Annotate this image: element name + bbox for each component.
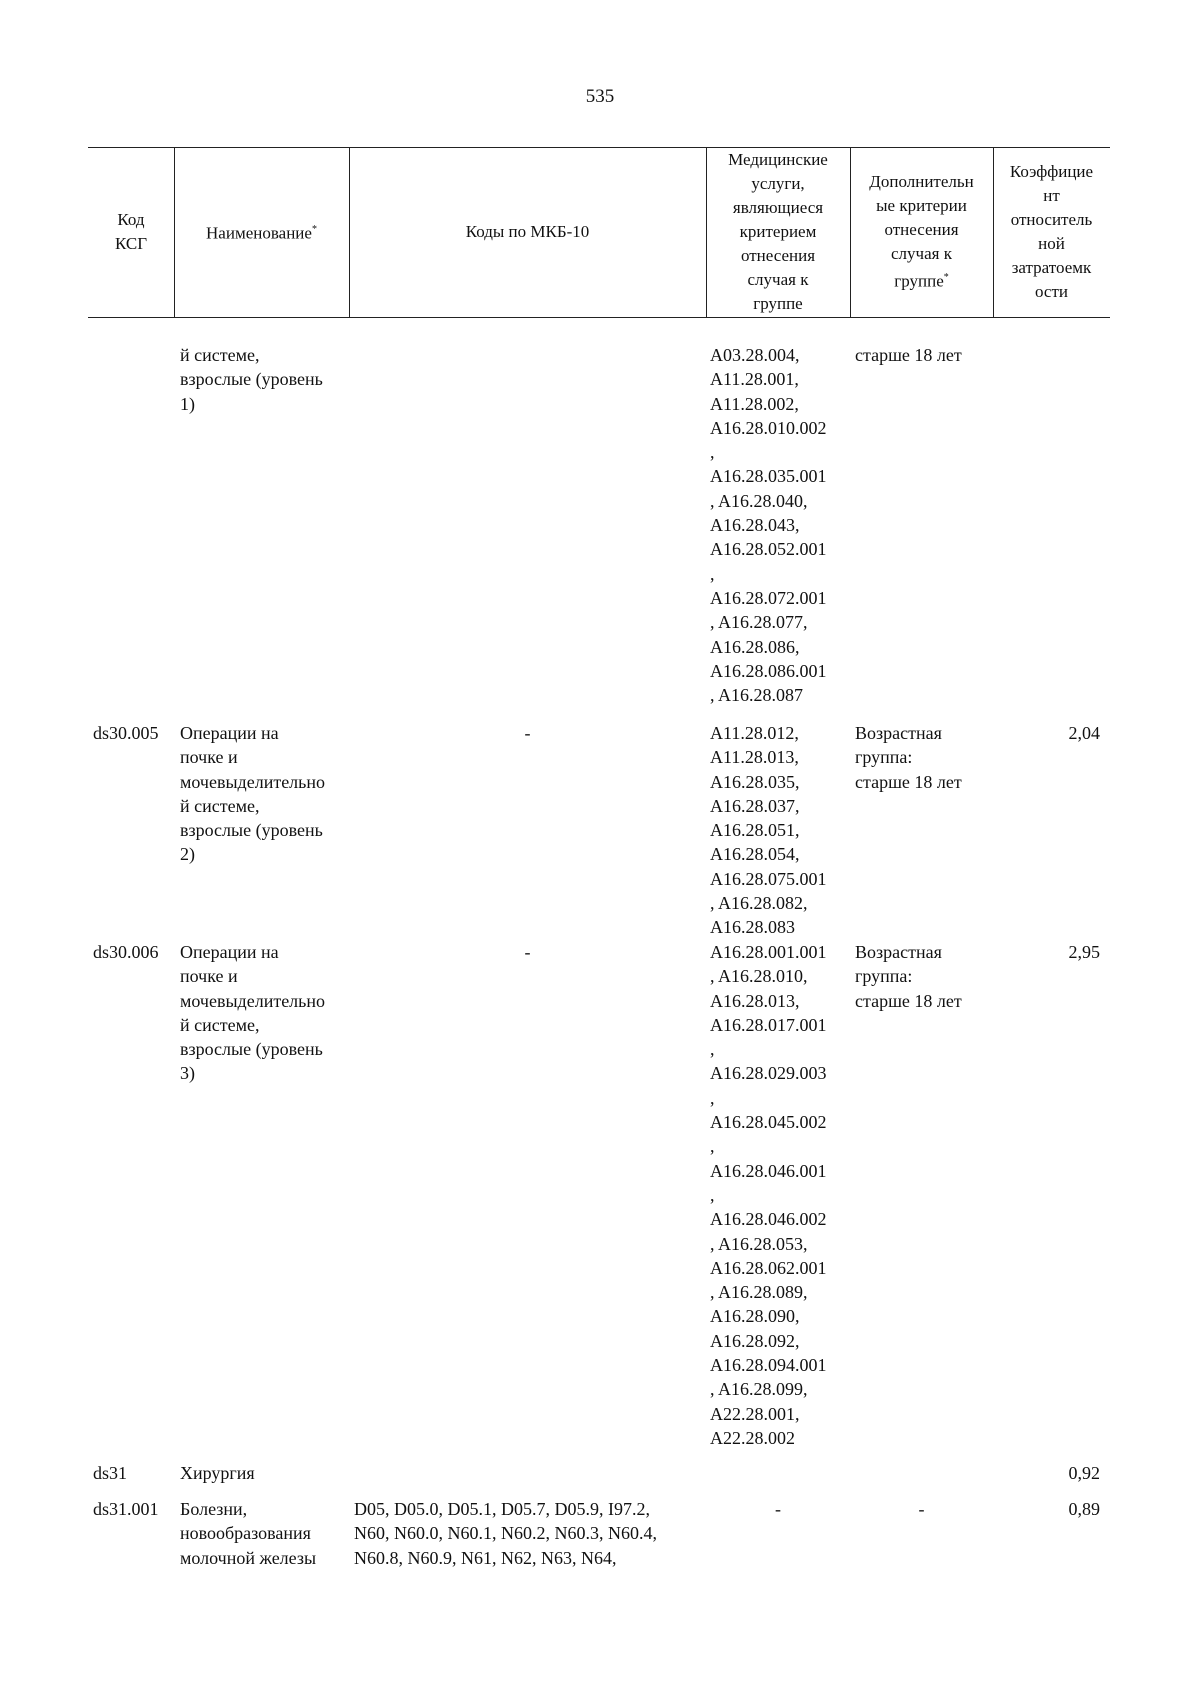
row-services: A03.28.004, A11.28.001, A11.28.002, A16.28.010.002 , A16.28.035.001 , A16.28.040, A16.28.043, A16.28.052.001 , A16.28.072.001 , A16.28.077, A16.28.086, A16.28.086.001 , A16.28.087: [710, 345, 827, 706]
row-services: -: [775, 1499, 781, 1519]
row-icd-codes: D05, D05.0, D05.1, D05.7, D05.9, I97.2, N60, N60.0, N60.1, N60.2, N60.3, N60.4, N60.8, N60.9, N61, N62, N63, N64,: [354, 1499, 657, 1568]
row-name: Операции на почке и мочевыделительно й системе, взрослые (уровень 2): [180, 723, 326, 865]
row-coefficient: 2,04: [1068, 723, 1100, 743]
row-services: A11.28.012, A11.28.013, A16.28.035, A16.28.037, A16.28.051, A16.28.054, A16.28.075.001 , A16.28.082, A16.28.083: [710, 723, 827, 938]
row-name: Хирургия: [180, 1463, 255, 1483]
header-coefficient: Коэффицие нт относитель ной затратоемк ости: [1009, 162, 1094, 301]
row-criteria: старше 18 лет: [855, 345, 962, 365]
header-code: Код КСГ: [114, 210, 148, 253]
row-criteria: Возрастная группа: старше 18 лет: [855, 723, 962, 792]
row-coefficient: 0,89: [1068, 1499, 1100, 1519]
row-icd-codes: -: [524, 942, 531, 962]
row-services: A16.28.001.001 , A16.28.010, A16.28.013, A16.28.017.001 , A16.28.029.003 , A16.28.045.002 , A16.28.046.001 , A16.28.046.002 , A16.28.053, A16.28.062.001 , A16.28.089, A16.28.090, A16.28.092, A16.28.094.001 , A16.28.099, A22.28.001, A22.28.002: [710, 942, 827, 1448]
row-icd-codes: -: [524, 723, 531, 743]
row-code: ds30.005: [93, 723, 159, 743]
row-code: ds30.006: [93, 942, 159, 962]
row-name: й системе, взрослые (уровень 1): [180, 345, 323, 414]
row-coefficient: 2,95: [1068, 942, 1100, 962]
row-code: ds31.001: [93, 1499, 159, 1519]
header-icd-codes: Коды по МКБ-10: [465, 222, 590, 241]
page-number: 535: [585, 86, 615, 107]
header-name: Наименование*: [206, 223, 317, 243]
header-medical-services: Медицинские услуги, являющиеся критерием отнесения случая к группе: [728, 150, 828, 313]
row-name: Операции на почке и мочевыделительно й системе, взрослые (уровень 3): [180, 942, 326, 1084]
row-name: Болезни, новообразования молочной железы: [180, 1499, 317, 1568]
row-criteria: Возрастная группа: старше 18 лет: [855, 942, 962, 1011]
row-code: ds31: [93, 1463, 128, 1483]
row-criteria: -: [918, 1499, 925, 1519]
header-additional-criteria: Дополнительн ые критерии отнесения случая к группе*: [869, 172, 974, 291]
table-header-bottom-rule: [88, 317, 1110, 318]
row-coefficient: 0,92: [1068, 1463, 1100, 1483]
